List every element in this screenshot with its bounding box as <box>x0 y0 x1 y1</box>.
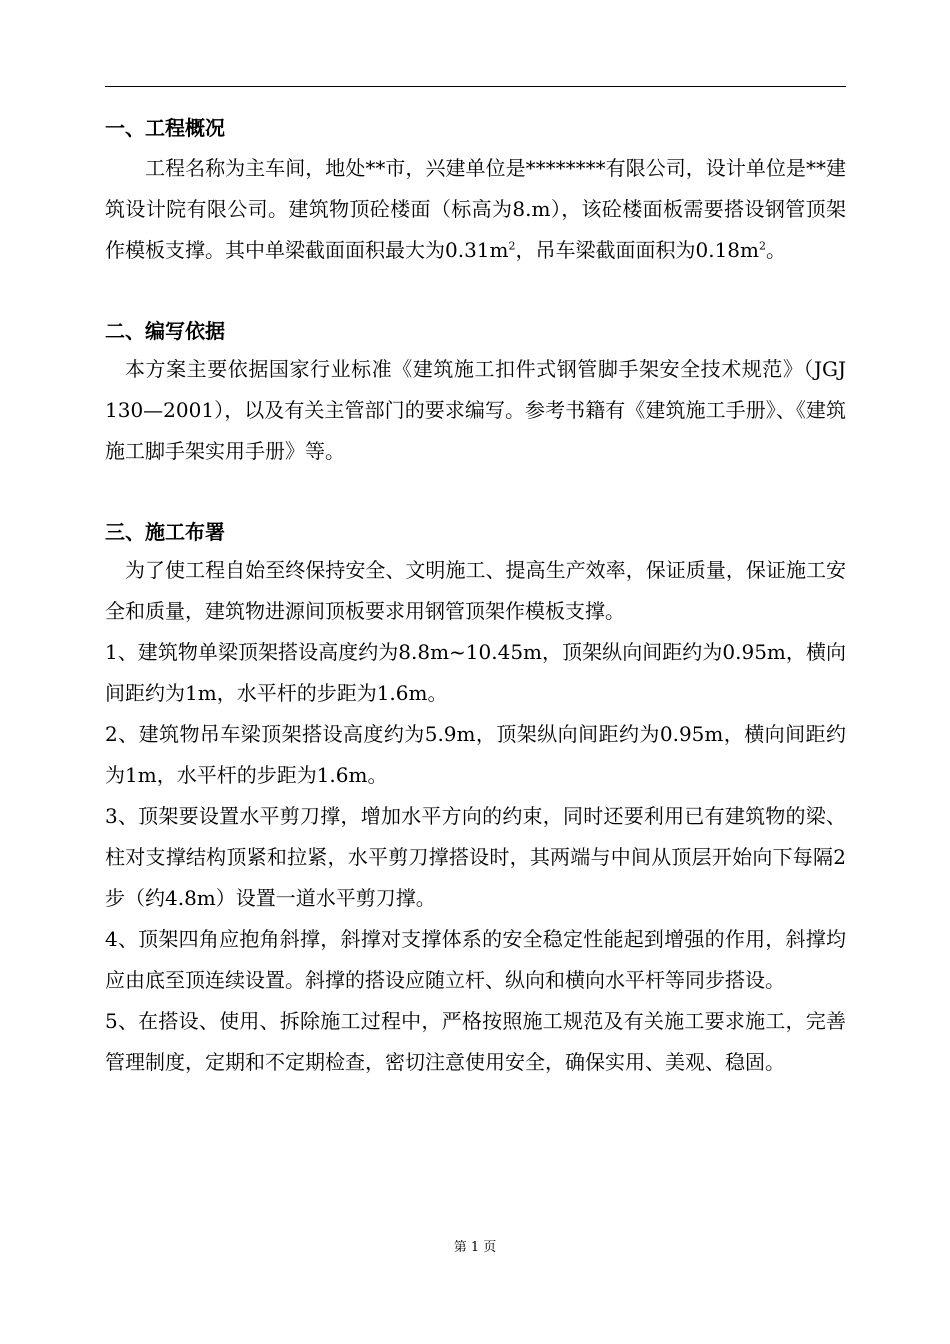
list-item: 5、在搭设、使用、拆除施工过程中，严格按照施工规范及有关施工要求施工，完善管理制度，定期和不定期检查，密切注意使用安全，确保实用、美观、稳固。 <box>105 1009 846 1074</box>
section-basis <box>105 315 846 472</box>
list-item: 4、顶架四角应抱角斜撑，斜撑对支撑体系的安全稳定性能起到增强的作用，斜撑均应由底至顶连续设置。斜撑的搭设应随立杆、纵向和横向水平杆等同步搭设。 <box>105 927 846 992</box>
document-body <box>105 112 846 1083</box>
page-number: 第 1 页 <box>453 1240 497 1255</box>
list-item: 3、顶架要设置水平剪刀撑，增加水平方向的约束，同时还要利用已有建筑物的梁、柱对支撑结构顶紧和拉紧，水平剪刀撑搭设时，其两端与中间从顶层开始向下每隔2步（约4.8m）设置一道水平剪刀撑。 <box>105 804 846 910</box>
list-item: 1、建筑物单梁顶架搭设高度约为8.8m~10.45m，顶架纵向间距约为0.95m，横向间距约为1m，水平杆的步距为1.6m。 <box>105 640 846 705</box>
list-item: 2、建筑物吊车梁顶架搭设高度约为5.9m，顶架纵向间距约为0.95m，横向间距约为1m，水平杆的步距为1.6m。 <box>105 722 846 787</box>
overview-paragraph: 工程名称为主车间，地处**市，兴建单位是********有限公司，设计单位是**建筑设计院有限公司。建筑物顶砼楼面（标高为8.m），该砼楼面板需要搭设钢管顶架作模板支撑。其中单梁截面面积最大为$0.31m^2$，吊车梁截面面积为$0.18m^2$。 <box>105 156 846 262</box>
basis-paragraph: 本方案主要依据国家行业标准《建筑施工扣件式钢管脚手架安全技术规范》（JGJ 130—2001），以及有关主管部门的要求编写。参考书籍有《建筑施工手册》、《建筑施工脚手架实用手册》等。 <box>105 357 846 463</box>
section-deployment <box>105 516 846 1083</box>
section-title: 二、编写依据 <box>105 319 225 343</box>
section-overview <box>105 112 846 271</box>
header-rule <box>105 86 846 87</box>
deployment-intro: 为了使工程自始至终保持安全、文明施工、提高生产效率，保证质量，保证施工安全和质量，建筑物进源间顶板要求用钢管顶架作模板支撑。 <box>105 558 846 623</box>
section-title: 一、工程概况 <box>105 116 225 140</box>
section-title: 三、施工布署 <box>105 520 225 544</box>
